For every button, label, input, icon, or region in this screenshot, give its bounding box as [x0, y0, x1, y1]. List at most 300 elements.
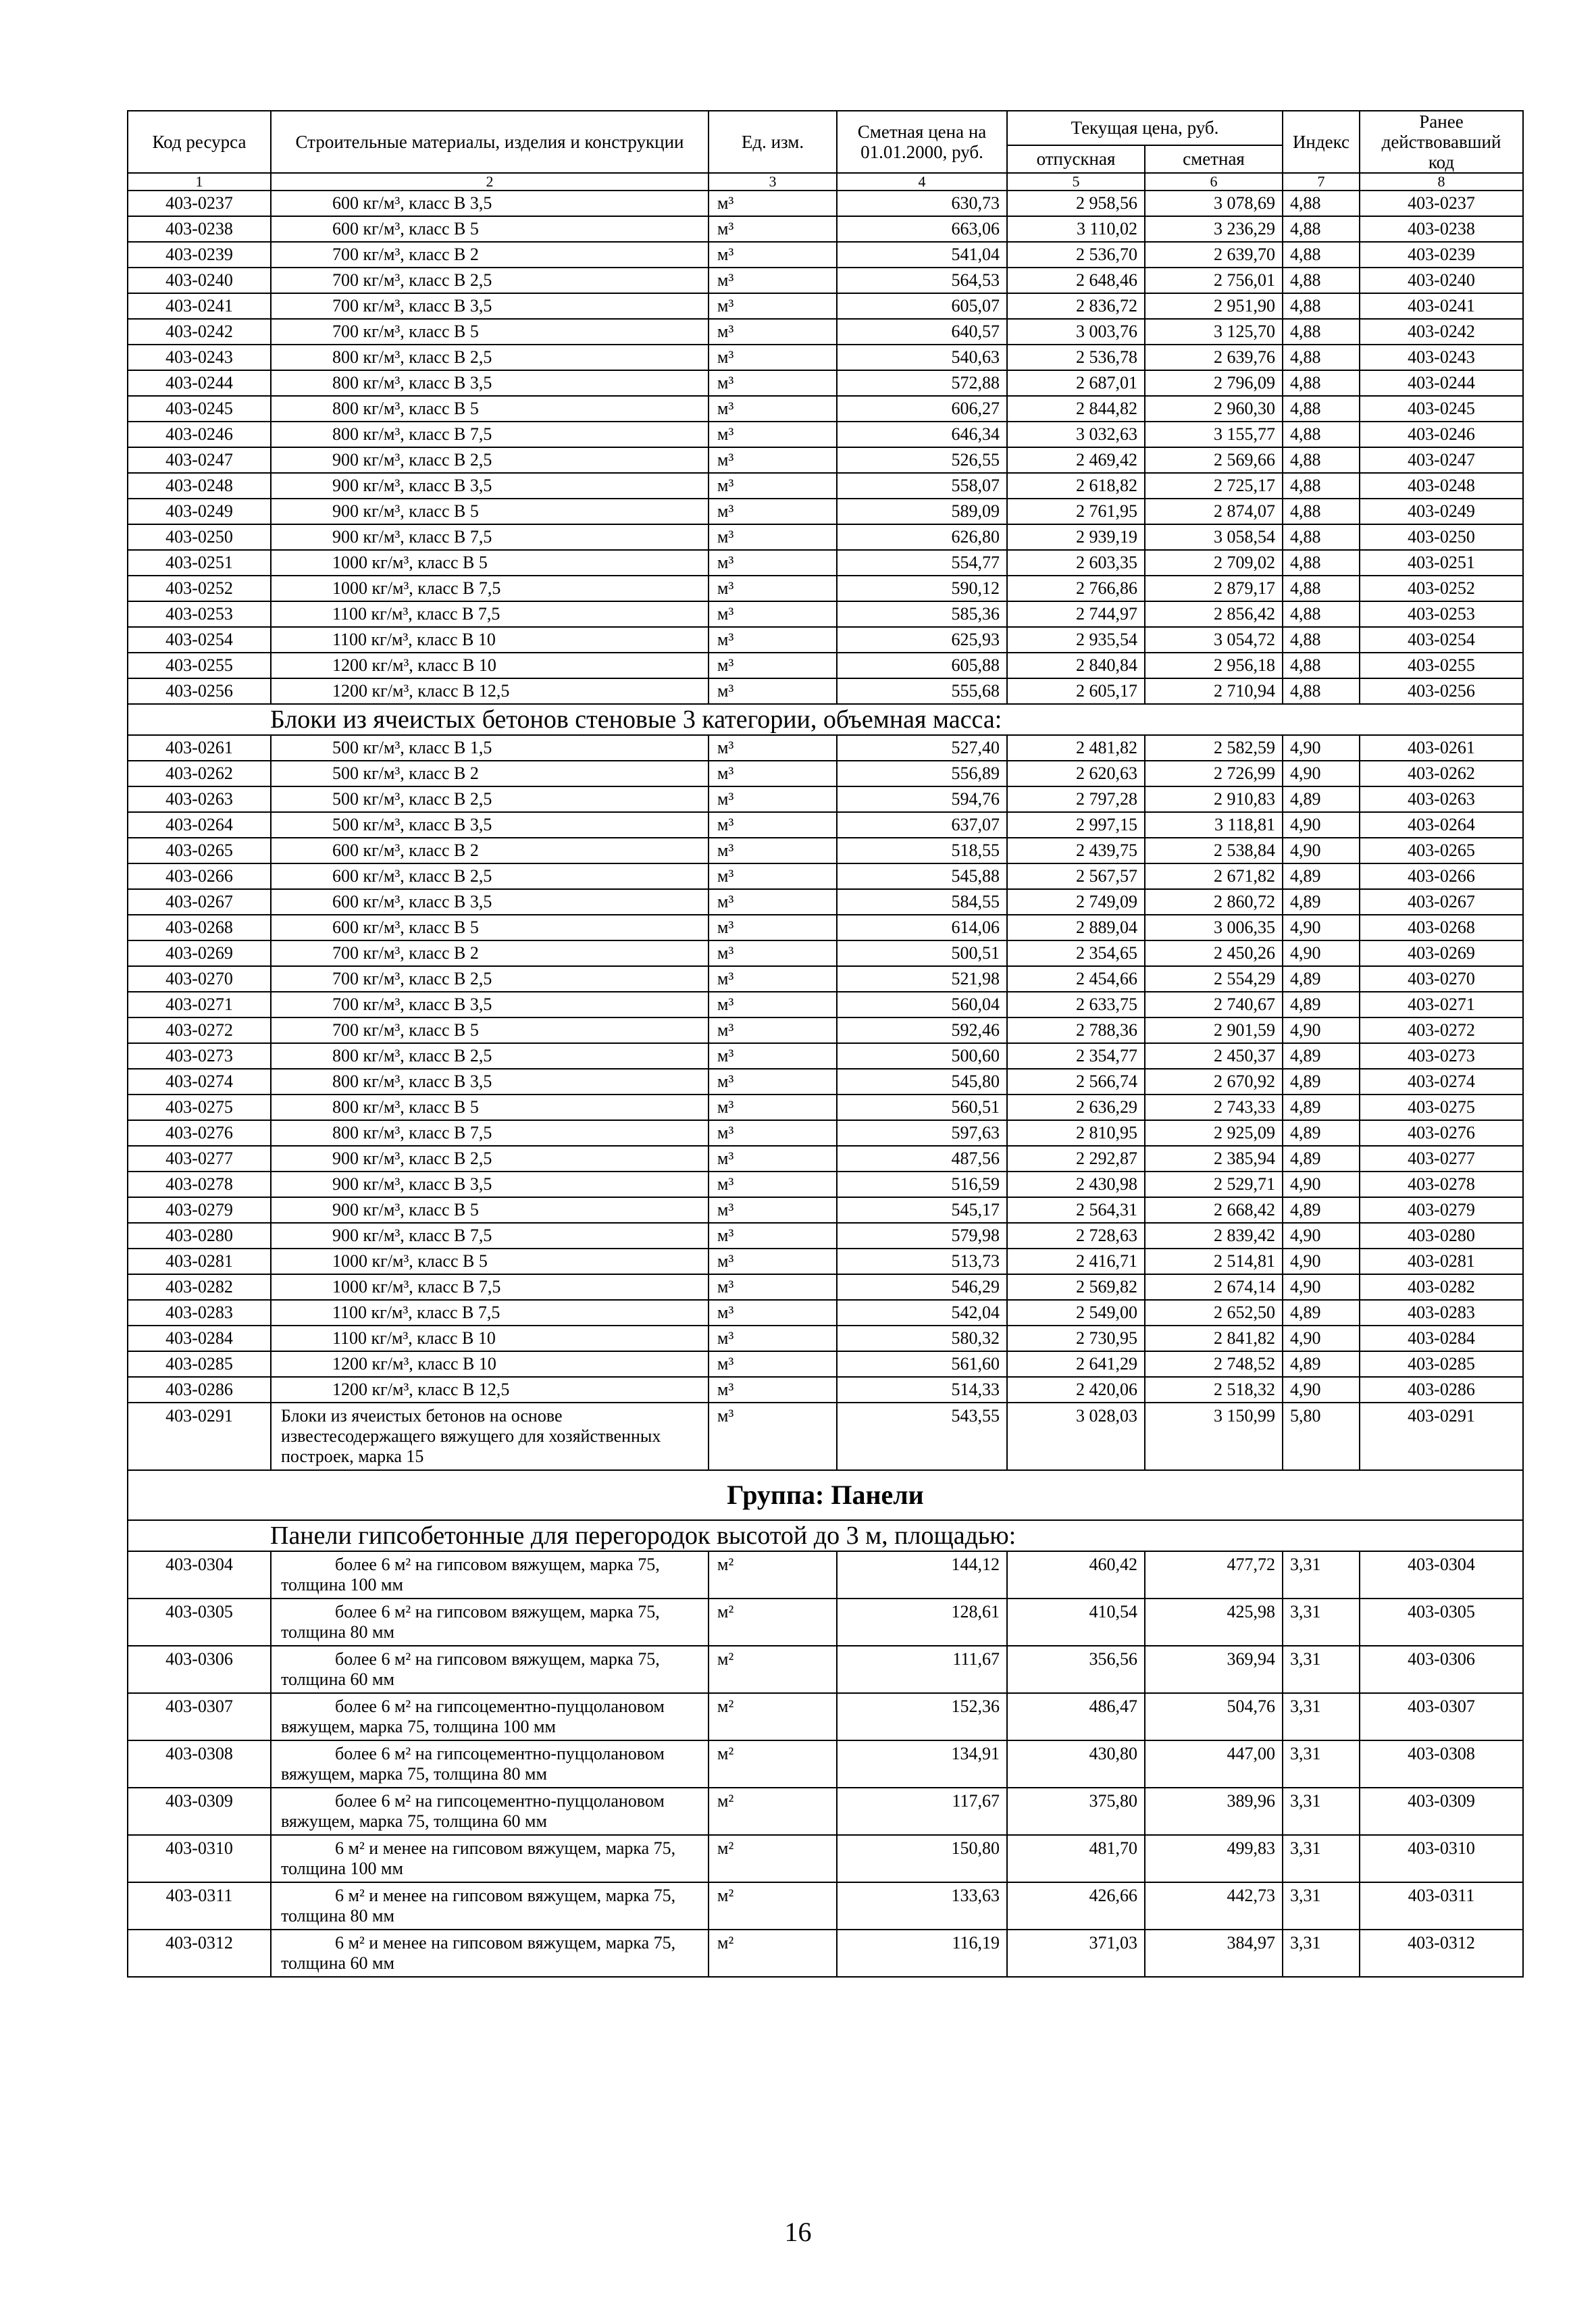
material-name: 500 кг/м³, класс В 2,5 [271, 786, 709, 812]
column-numbers-row [128, 173, 1523, 191]
base-price: 514,33 [837, 1377, 1007, 1403]
unit: м³ [709, 1197, 837, 1223]
resource-code: 403-0284 [128, 1326, 271, 1351]
base-price: 580,32 [837, 1326, 1007, 1351]
unit: м³ [709, 966, 837, 992]
material-name: более 6 м² на гипсовом вяжущем, марка 75, толщина 100 мм [271, 1551, 709, 1599]
resource-code: 403-0267 [128, 889, 271, 915]
material-name: 900 кг/м³, класс В 7,5 [271, 524, 709, 550]
wholesale-price: 2 844,82 [1007, 396, 1145, 422]
previous-code: 403-0278 [1360, 1172, 1523, 1197]
base-price: 606,27 [837, 396, 1007, 422]
price-index: 4,88 [1283, 447, 1360, 473]
previous-code: 403-0248 [1360, 473, 1523, 499]
material-name: 700 кг/м³, класс В 5 [271, 1017, 709, 1043]
estimate-price: 2 841,82 [1145, 1326, 1283, 1351]
unit: м³ [709, 1274, 837, 1300]
base-price: 487,56 [837, 1146, 1007, 1172]
material-name: 700 кг/м³, класс В 2,5 [271, 268, 709, 293]
previous-code: 403-0285 [1360, 1351, 1523, 1377]
wholesale-price: 2 788,36 [1007, 1017, 1145, 1043]
table-row [128, 889, 1523, 915]
header-base-price: Сметная цена на 01.01.2000, руб. [837, 111, 1007, 173]
wholesale-price: 2 889,04 [1007, 915, 1145, 940]
resource-code: 403-0308 [128, 1740, 271, 1788]
table-row [128, 1551, 1523, 1599]
estimate-price: 2 856,42 [1145, 601, 1283, 627]
price-index: 3,31 [1283, 1599, 1360, 1646]
previous-code: 403-0274 [1360, 1069, 1523, 1095]
price-index: 4,90 [1283, 761, 1360, 786]
column-number: 2 [271, 173, 709, 191]
material-name: 600 кг/м³, класс В 3,5 [271, 191, 709, 216]
price-index: 5,80 [1283, 1403, 1360, 1470]
rows-group-b [128, 735, 1523, 1403]
price-index: 4,88 [1283, 678, 1360, 704]
resource-code: 403-0248 [128, 473, 271, 499]
estimate-price: 3 006,35 [1145, 915, 1283, 940]
estimate-price: 2 956,18 [1145, 653, 1283, 678]
unit: м² [709, 1835, 837, 1882]
estimate-price: 2 538,84 [1145, 838, 1283, 863]
table-row [128, 1403, 1523, 1470]
unit: м³ [709, 915, 837, 940]
previous-code: 403-0291 [1360, 1403, 1523, 1470]
wholesale-price: 2 354,77 [1007, 1043, 1145, 1069]
unit: м³ [709, 863, 837, 889]
unit: м³ [709, 838, 837, 863]
wholesale-price: 2 481,82 [1007, 735, 1145, 761]
resource-code: 403-0266 [128, 863, 271, 889]
table-row [128, 499, 1523, 524]
material-name: 1100 кг/м³, класс В 10 [271, 1326, 709, 1351]
unit: м³ [709, 1043, 837, 1069]
table-row [128, 345, 1523, 370]
resource-code: 403-0264 [128, 812, 271, 838]
wholesale-price: 2 997,15 [1007, 812, 1145, 838]
table-row [128, 992, 1523, 1017]
unit: м² [709, 1740, 837, 1788]
previous-code: 403-0256 [1360, 678, 1523, 704]
previous-code: 403-0243 [1360, 345, 1523, 370]
material-name: 600 кг/м³, класс В 5 [271, 915, 709, 940]
material-name: 1000 кг/м³, класс В 5 [271, 550, 709, 576]
unit: м³ [709, 396, 837, 422]
base-price: 545,88 [837, 863, 1007, 889]
estimate-price: 2 725,17 [1145, 473, 1283, 499]
previous-code: 403-0280 [1360, 1223, 1523, 1249]
base-price: 133,63 [837, 1882, 1007, 1930]
base-price: 128,61 [837, 1599, 1007, 1646]
wholesale-price: 2 292,87 [1007, 1146, 1145, 1172]
unit: м³ [709, 1377, 837, 1403]
wholesale-price: 3 003,76 [1007, 319, 1145, 345]
unit: м³ [709, 1403, 837, 1470]
unit: м³ [709, 268, 837, 293]
resource-code: 403-0242 [128, 319, 271, 345]
base-price: 541,04 [837, 242, 1007, 268]
material-name: 6 м² и менее на гипсовом вяжущем, марка 75, толщина 80 мм [271, 1882, 709, 1930]
base-price: 111,67 [837, 1646, 1007, 1693]
unit: м³ [709, 422, 837, 447]
table-row [128, 812, 1523, 838]
estimate-price: 3 078,69 [1145, 191, 1283, 216]
base-price: 630,73 [837, 191, 1007, 216]
base-price: 134,91 [837, 1740, 1007, 1788]
previous-code: 403-0268 [1360, 915, 1523, 940]
table-row [128, 216, 1523, 242]
resource-code: 403-0283 [128, 1300, 271, 1326]
previous-code: 403-0245 [1360, 396, 1523, 422]
wholesale-price: 2 728,63 [1007, 1223, 1145, 1249]
base-price: 646,34 [837, 422, 1007, 447]
price-index: 4,90 [1283, 940, 1360, 966]
base-price: 546,29 [837, 1274, 1007, 1300]
wholesale-price: 481,70 [1007, 1835, 1145, 1882]
wholesale-price: 3 032,63 [1007, 422, 1145, 447]
price-index: 4,89 [1283, 1197, 1360, 1223]
resource-code: 403-0249 [128, 499, 271, 524]
resource-code: 403-0247 [128, 447, 271, 473]
unit: м³ [709, 940, 837, 966]
wholesale-price: 426,66 [1007, 1882, 1145, 1930]
estimate-price: 2 674,14 [1145, 1274, 1283, 1300]
table-row [128, 447, 1523, 473]
price-index: 4,88 [1283, 576, 1360, 601]
wholesale-price: 3 110,02 [1007, 216, 1145, 242]
resource-code: 403-0285 [128, 1351, 271, 1377]
wholesale-price: 2 620,63 [1007, 761, 1145, 786]
unit: м³ [709, 1095, 837, 1120]
estimate-price: 2 743,33 [1145, 1095, 1283, 1120]
base-price: 626,80 [837, 524, 1007, 550]
material-name: 700 кг/м³, класс В 3,5 [271, 293, 709, 319]
wholesale-price: 2 420,06 [1007, 1377, 1145, 1403]
material-name: 900 кг/м³, класс В 3,5 [271, 1172, 709, 1197]
unit: м³ [709, 216, 837, 242]
estimate-price: 2 925,09 [1145, 1120, 1283, 1146]
unit: м³ [709, 191, 837, 216]
resource-code: 403-0291 [128, 1403, 271, 1470]
resource-code: 403-0239 [128, 242, 271, 268]
price-index: 4,89 [1283, 1146, 1360, 1172]
resource-code: 403-0268 [128, 915, 271, 940]
table-row [128, 966, 1523, 992]
wholesale-price: 2 749,09 [1007, 889, 1145, 915]
material-name: 1200 кг/м³, класс В 12,5 [271, 1377, 709, 1403]
wholesale-price: 486,47 [1007, 1693, 1145, 1740]
estimate-price: 2 518,32 [1145, 1377, 1283, 1403]
price-index: 4,88 [1283, 627, 1360, 653]
base-price: 585,36 [837, 601, 1007, 627]
material-name: 1100 кг/м³, класс В 7,5 [271, 601, 709, 627]
wholesale-price: 2 567,57 [1007, 863, 1145, 889]
previous-code: 403-0312 [1360, 1930, 1523, 1977]
estimate-price: 2 639,70 [1145, 242, 1283, 268]
header-current-price: Текущая цена, руб. [1007, 111, 1283, 145]
table-row [128, 627, 1523, 653]
estimate-price: 2 582,59 [1145, 735, 1283, 761]
column-number: 3 [709, 173, 837, 191]
wholesale-price: 2 687,01 [1007, 370, 1145, 396]
previous-code: 403-0310 [1360, 1835, 1523, 1882]
material-name: 6 м² и менее на гипсовом вяжущем, марка 75, толщина 100 мм [271, 1835, 709, 1882]
material-name: 1000 кг/м³, класс В 7,5 [271, 1274, 709, 1300]
estimate-price: 2 756,01 [1145, 268, 1283, 293]
wholesale-price: 2 648,46 [1007, 268, 1145, 293]
price-index: 4,88 [1283, 396, 1360, 422]
resource-code: 403-0263 [128, 786, 271, 812]
wholesale-price: 410,54 [1007, 1599, 1145, 1646]
estimate-price: 2 668,42 [1145, 1197, 1283, 1223]
base-price: 584,55 [837, 889, 1007, 915]
unit: м² [709, 1646, 837, 1693]
base-price: 625,93 [837, 627, 1007, 653]
estimate-price: 2 671,82 [1145, 863, 1283, 889]
base-price: 526,55 [837, 447, 1007, 473]
price-index: 4,90 [1283, 1377, 1360, 1403]
previous-code: 403-0269 [1360, 940, 1523, 966]
base-price: 521,98 [837, 966, 1007, 992]
price-index: 3,31 [1283, 1835, 1360, 1882]
price-index: 4,88 [1283, 550, 1360, 576]
estimate-price: 2 639,76 [1145, 345, 1283, 370]
estimate-price: 425,98 [1145, 1599, 1283, 1646]
previous-code: 403-0304 [1360, 1551, 1523, 1599]
previous-code: 403-0266 [1360, 863, 1523, 889]
resource-code: 403-0309 [128, 1788, 271, 1835]
wholesale-price: 371,03 [1007, 1930, 1145, 1977]
estimate-price: 2 709,02 [1145, 550, 1283, 576]
unit: м³ [709, 319, 837, 345]
unit: м³ [709, 786, 837, 812]
wholesale-price: 2 416,71 [1007, 1249, 1145, 1274]
table-row [128, 863, 1523, 889]
wholesale-price: 2 761,95 [1007, 499, 1145, 524]
table-row [128, 1835, 1523, 1882]
price-index: 4,88 [1283, 319, 1360, 345]
unit: м² [709, 1882, 837, 1930]
resource-code: 403-0261 [128, 735, 271, 761]
resource-code: 403-0274 [128, 1069, 271, 1095]
previous-code: 403-0246 [1360, 422, 1523, 447]
base-price: 572,88 [837, 370, 1007, 396]
base-price: 543,55 [837, 1403, 1007, 1470]
price-index: 4,89 [1283, 992, 1360, 1017]
base-price: 590,12 [837, 576, 1007, 601]
unit: м³ [709, 1223, 837, 1249]
wholesale-price: 375,80 [1007, 1788, 1145, 1835]
header-estimate: сметная [1145, 145, 1283, 173]
price-index: 4,89 [1283, 1069, 1360, 1095]
table-row [128, 1930, 1523, 1977]
base-price: 117,67 [837, 1788, 1007, 1835]
price-index: 4,88 [1283, 268, 1360, 293]
base-price: 640,57 [837, 319, 1007, 345]
resource-code: 403-0275 [128, 1095, 271, 1120]
price-index: 3,31 [1283, 1740, 1360, 1788]
estimate-price: 504,76 [1145, 1693, 1283, 1740]
table-row [128, 1788, 1523, 1835]
estimate-price: 2 879,17 [1145, 576, 1283, 601]
base-price: 561,60 [837, 1351, 1007, 1377]
unit: м³ [709, 678, 837, 704]
table-row [128, 1223, 1523, 1249]
price-index: 4,90 [1283, 1017, 1360, 1043]
material-name: 1200 кг/м³, класс В 10 [271, 653, 709, 678]
resource-code: 403-0280 [128, 1223, 271, 1249]
unit: м³ [709, 735, 837, 761]
estimate-price: 2 796,09 [1145, 370, 1283, 396]
table-row [128, 1146, 1523, 1172]
header-wholesale: отпускная [1007, 145, 1145, 173]
base-price: 527,40 [837, 735, 1007, 761]
resource-code: 403-0311 [128, 1882, 271, 1930]
resource-code: 403-0245 [128, 396, 271, 422]
wholesale-price: 2 536,78 [1007, 345, 1145, 370]
resource-code: 403-0278 [128, 1172, 271, 1197]
material-name: 900 кг/м³, класс В 5 [271, 1197, 709, 1223]
wholesale-price: 2 603,35 [1007, 550, 1145, 576]
resource-code: 403-0255 [128, 653, 271, 678]
section-c-title: Панели гипсобетонные для перегородок высотой до 3 м, площадью: [128, 1520, 1523, 1551]
estimate-price: 369,94 [1145, 1646, 1283, 1693]
column-number: 5 [1007, 173, 1145, 191]
table-row [128, 1274, 1523, 1300]
base-price: 554,77 [837, 550, 1007, 576]
estimate-price: 2 652,50 [1145, 1300, 1283, 1326]
material-name: 600 кг/м³, класс В 2 [271, 838, 709, 863]
unit: м³ [709, 1249, 837, 1274]
previous-code: 403-0254 [1360, 627, 1523, 653]
previous-code: 403-0244 [1360, 370, 1523, 396]
material-name: 1000 кг/м³, класс В 5 [271, 1249, 709, 1274]
wholesale-price: 2 569,82 [1007, 1274, 1145, 1300]
estimate-price: 2 710,94 [1145, 678, 1283, 704]
estimate-price: 2 450,37 [1145, 1043, 1283, 1069]
estimate-price: 2 385,94 [1145, 1146, 1283, 1172]
resource-code: 403-0254 [128, 627, 271, 653]
table-row [128, 761, 1523, 786]
unit: м² [709, 1788, 837, 1835]
wholesale-price: 2 730,95 [1007, 1326, 1145, 1351]
price-index: 4,89 [1283, 966, 1360, 992]
price-index: 4,90 [1283, 838, 1360, 863]
material-name: 600 кг/м³, класс В 3,5 [271, 889, 709, 915]
wholesale-price: 2 836,72 [1007, 293, 1145, 319]
wholesale-price: 460,42 [1007, 1551, 1145, 1599]
material-name: 800 кг/м³, класс В 7,5 [271, 1120, 709, 1146]
header-material: Строительные материалы, изделия и конструкции [271, 111, 709, 173]
material-name: 1100 кг/м³, класс В 10 [271, 627, 709, 653]
table-header [128, 111, 1523, 191]
price-index: 4,89 [1283, 1120, 1360, 1146]
base-price: 152,36 [837, 1693, 1007, 1740]
base-price: 516,59 [837, 1172, 1007, 1197]
resource-code: 403-0305 [128, 1599, 271, 1646]
unit: м³ [709, 1351, 837, 1377]
resource-code: 403-0241 [128, 293, 271, 319]
group-panels [128, 1470, 1523, 1551]
column-number: 4 [837, 173, 1007, 191]
wholesale-price: 2 744,97 [1007, 601, 1145, 627]
base-price: 614,06 [837, 915, 1007, 940]
previous-code: 403-0275 [1360, 1095, 1523, 1120]
base-price: 555,68 [837, 678, 1007, 704]
material-name: 700 кг/м³, класс В 3,5 [271, 992, 709, 1017]
table-row [128, 786, 1523, 812]
base-price: 540,63 [837, 345, 1007, 370]
table-row [128, 601, 1523, 627]
unit: м³ [709, 1300, 837, 1326]
table-row [128, 1043, 1523, 1069]
material-name: 800 кг/м³, класс В 2,5 [271, 345, 709, 370]
estimate-price: 3 150,99 [1145, 1403, 1283, 1470]
base-price: 500,51 [837, 940, 1007, 966]
wholesale-price: 2 633,75 [1007, 992, 1145, 1017]
previous-code: 403-0311 [1360, 1882, 1523, 1930]
previous-code: 403-0242 [1360, 319, 1523, 345]
resource-code: 403-0276 [128, 1120, 271, 1146]
wholesale-price: 356,56 [1007, 1646, 1145, 1693]
estimate-price: 477,72 [1145, 1551, 1283, 1599]
base-price: 594,76 [837, 786, 1007, 812]
material-name: более 6 м² на гипсоцементно-пуццолановом вяжущем, марка 75, толщина 60 мм [271, 1788, 709, 1835]
table-row [128, 268, 1523, 293]
price-index: 4,89 [1283, 863, 1360, 889]
table-row [128, 838, 1523, 863]
wholesale-price: 2 840,84 [1007, 653, 1145, 678]
previous-code: 403-0276 [1360, 1120, 1523, 1146]
estimate-price: 384,97 [1145, 1930, 1283, 1977]
table-row [128, 678, 1523, 704]
table-row [128, 1069, 1523, 1095]
price-index: 4,88 [1283, 653, 1360, 678]
wholesale-price: 2 618,82 [1007, 473, 1145, 499]
unit: м³ [709, 370, 837, 396]
table-row [128, 1326, 1523, 1351]
wholesale-price: 2 469,42 [1007, 447, 1145, 473]
base-price: 592,46 [837, 1017, 1007, 1043]
wholesale-price: 2 430,98 [1007, 1172, 1145, 1197]
price-index: 4,90 [1283, 812, 1360, 838]
price-index: 4,88 [1283, 499, 1360, 524]
previous-code: 403-0273 [1360, 1043, 1523, 1069]
resource-code: 403-0252 [128, 576, 271, 601]
wholesale-price: 2 549,00 [1007, 1300, 1145, 1326]
previous-code: 403-0237 [1360, 191, 1523, 216]
table-row [128, 1351, 1523, 1377]
wholesale-price: 2 935,54 [1007, 627, 1145, 653]
unit: м³ [709, 761, 837, 786]
resource-code: 403-0244 [128, 370, 271, 396]
price-table-sheet [127, 110, 1522, 1978]
previous-code: 403-0238 [1360, 216, 1523, 242]
estimate-price: 3 058,54 [1145, 524, 1283, 550]
previous-code: 403-0247 [1360, 447, 1523, 473]
row-0291-group [128, 1403, 1523, 1470]
price-index: 4,88 [1283, 293, 1360, 319]
resource-code: 403-0281 [128, 1249, 271, 1274]
wholesale-price: 2 564,31 [1007, 1197, 1145, 1223]
price-index: 4,90 [1283, 1223, 1360, 1249]
previous-code: 403-0251 [1360, 550, 1523, 576]
previous-code: 403-0249 [1360, 499, 1523, 524]
table-row [128, 1249, 1523, 1274]
estimate-price: 2 748,52 [1145, 1351, 1283, 1377]
wholesale-price: 2 439,75 [1007, 838, 1145, 863]
resource-code: 403-0306 [128, 1646, 271, 1693]
